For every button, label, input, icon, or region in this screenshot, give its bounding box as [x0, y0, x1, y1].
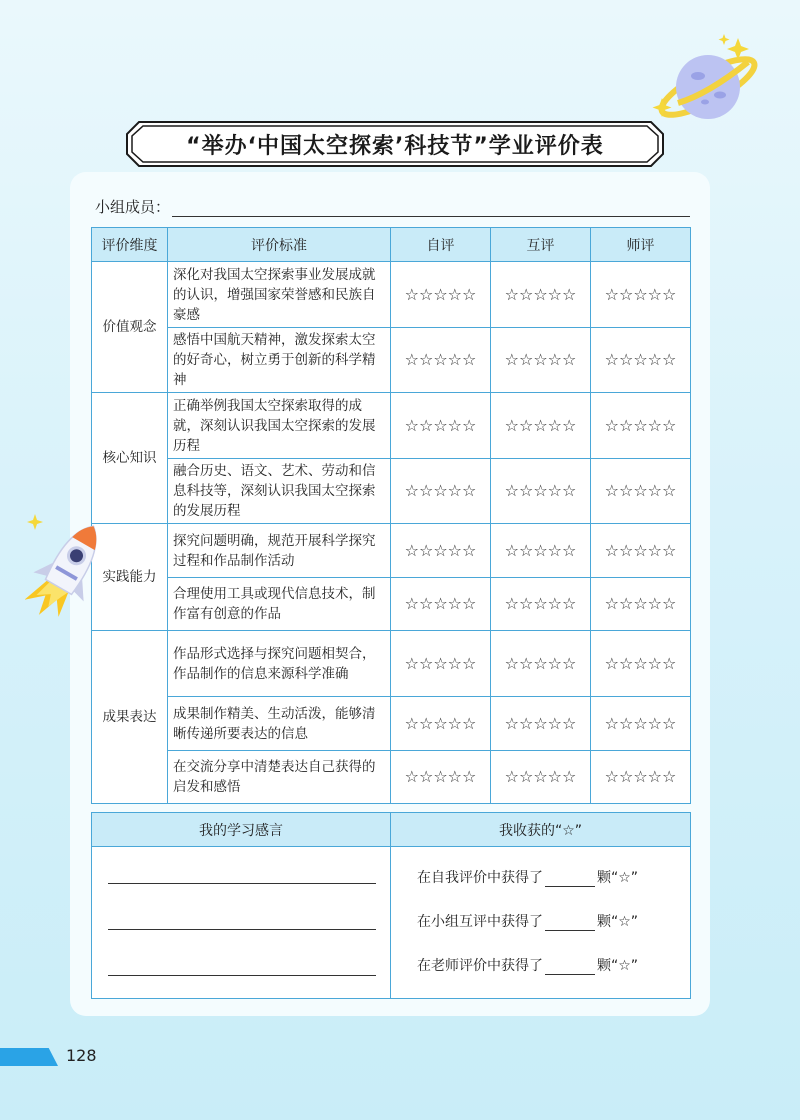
title-banner — [125, 120, 665, 168]
reflection-line[interactable] — [108, 929, 376, 930]
peer-stars[interactable]: ☆☆☆☆☆ — [491, 578, 591, 631]
criteria-cell: 成果制作精美、生动活泼，能够清晰传递所要表达的信息 — [168, 697, 391, 751]
table-header-row — [92, 228, 691, 262]
self-stars[interactable]: ☆☆☆☆☆ — [391, 393, 491, 459]
group-members-row — [95, 193, 690, 217]
peer-stars[interactable]: ☆☆☆☆☆ — [491, 328, 591, 393]
header-criteria: 评价标准 — [168, 228, 391, 262]
header-peer: 互评 — [491, 228, 591, 262]
self-stars[interactable]: ☆☆☆☆☆ — [391, 578, 491, 631]
page-title: “举办‘中国太空探索’科技节”学业评价表 — [186, 133, 604, 159]
table-row — [92, 262, 691, 328]
peer-stars[interactable]: ☆☆☆☆☆ — [491, 393, 591, 459]
criteria-cell: 深化对我国太空探索事业发展成就的认识，增强国家荣誉感和民族自豪感 — [168, 262, 391, 328]
teacher-gain-blank[interactable] — [545, 959, 595, 975]
self-stars[interactable]: ☆☆☆☆☆ — [391, 631, 491, 697]
self-stars[interactable]: ☆☆☆☆☆ — [391, 328, 491, 393]
table-row — [92, 459, 691, 524]
table-row — [92, 524, 691, 578]
group-members-input-line[interactable] — [172, 199, 690, 217]
page-number: 128 — [66, 1046, 97, 1065]
self-stars[interactable]: ☆☆☆☆☆ — [391, 459, 491, 524]
dimension-cell: 成果表达 — [92, 631, 168, 804]
gain-suffix: 颗“☆” — [597, 958, 639, 974]
dimension-cell: 价值观念 — [92, 262, 168, 393]
criteria-cell: 感悟中国航天精神，激发探索太空的好奇心，树立勇于创新的科学精神 — [168, 328, 391, 393]
table-row — [92, 751, 691, 804]
self-stars[interactable]: ☆☆☆☆☆ — [391, 262, 491, 328]
peer-stars[interactable]: ☆☆☆☆☆ — [491, 262, 591, 328]
teacher-stars[interactable]: ☆☆☆☆☆ — [591, 262, 691, 328]
gain-prefix: 在小组互评中获得了 — [417, 914, 543, 930]
peer-stars[interactable]: ☆☆☆☆☆ — [491, 459, 591, 524]
self-stars[interactable]: ☆☆☆☆☆ — [391, 524, 491, 578]
page-number-tab — [0, 1048, 58, 1066]
planet-illustration — [650, 32, 760, 127]
criteria-cell: 融合历史、语文、艺术、劳动和信息科技等，深刻认识我国太空探索的发展历程 — [168, 459, 391, 524]
self-stars[interactable]: ☆☆☆☆☆ — [391, 697, 491, 751]
evaluation-table — [91, 227, 691, 804]
stars-gained-cell — [391, 847, 691, 999]
reflection-line[interactable] — [108, 883, 376, 884]
stars-gained-header: 我收获的“☆” — [391, 813, 691, 847]
teacher-stars[interactable]: ☆☆☆☆☆ — [591, 328, 691, 393]
peer-stars[interactable]: ☆☆☆☆☆ — [491, 631, 591, 697]
rocket-illustration — [25, 512, 110, 627]
header-self: 自评 — [391, 228, 491, 262]
gain-prefix: 在老师评价中获得了 — [417, 958, 543, 974]
self-gain-row — [391, 865, 690, 887]
header-dimension: 评价维度 — [92, 228, 168, 262]
teacher-stars[interactable]: ☆☆☆☆☆ — [591, 524, 691, 578]
summary-header-row — [92, 813, 691, 847]
teacher-stars[interactable]: ☆☆☆☆☆ — [591, 393, 691, 459]
criteria-cell: 探究问题明确，规范开展科学探究过程和作品制作活动 — [168, 524, 391, 578]
reflection-line[interactable] — [108, 975, 376, 976]
gain-prefix: 在自我评价中获得了 — [417, 870, 543, 886]
criteria-cell: 作品形式选择与探究问题相契合，作品制作的信息来源科学准确 — [168, 631, 391, 697]
criteria-cell: 在交流分享中清楚表达自己获得的启发和感悟 — [168, 751, 391, 804]
dimension-cell: 实践能力 — [92, 524, 168, 631]
table-row — [92, 578, 691, 631]
gain-suffix: 颗“☆” — [597, 870, 639, 886]
self-stars[interactable]: ☆☆☆☆☆ — [391, 751, 491, 804]
teacher-stars[interactable]: ☆☆☆☆☆ — [591, 631, 691, 697]
reflection-cell — [92, 847, 391, 999]
table-row — [92, 393, 691, 459]
gain-suffix: 颗“☆” — [597, 914, 639, 930]
criteria-cell: 正确举例我国太空探索取得的成就，深刻认识我国太空探索的发展历程 — [168, 393, 391, 459]
peer-stars[interactable]: ☆☆☆☆☆ — [491, 524, 591, 578]
summary-table — [91, 812, 691, 999]
self-gain-blank[interactable] — [545, 871, 595, 887]
peer-stars[interactable]: ☆☆☆☆☆ — [491, 697, 591, 751]
table-row — [92, 697, 691, 751]
teacher-stars[interactable]: ☆☆☆☆☆ — [591, 751, 691, 804]
teacher-gain-row — [391, 953, 690, 975]
peer-gain-row — [391, 909, 690, 931]
teacher-stars[interactable]: ☆☆☆☆☆ — [591, 578, 691, 631]
teacher-stars[interactable]: ☆☆☆☆☆ — [591, 697, 691, 751]
teacher-stars[interactable]: ☆☆☆☆☆ — [591, 459, 691, 524]
table-row — [92, 328, 691, 393]
peer-gain-blank[interactable] — [545, 915, 595, 931]
reflection-header: 我的学习感言 — [92, 813, 391, 847]
table-row — [92, 631, 691, 697]
peer-stars[interactable]: ☆☆☆☆☆ — [491, 751, 591, 804]
header-teacher: 师评 — [591, 228, 691, 262]
criteria-cell: 合理使用工具或现代信息技术，制作富有创意的作品 — [168, 578, 391, 631]
dimension-cell: 核心知识 — [92, 393, 168, 524]
group-members-label: 小组成员： — [95, 198, 171, 216]
